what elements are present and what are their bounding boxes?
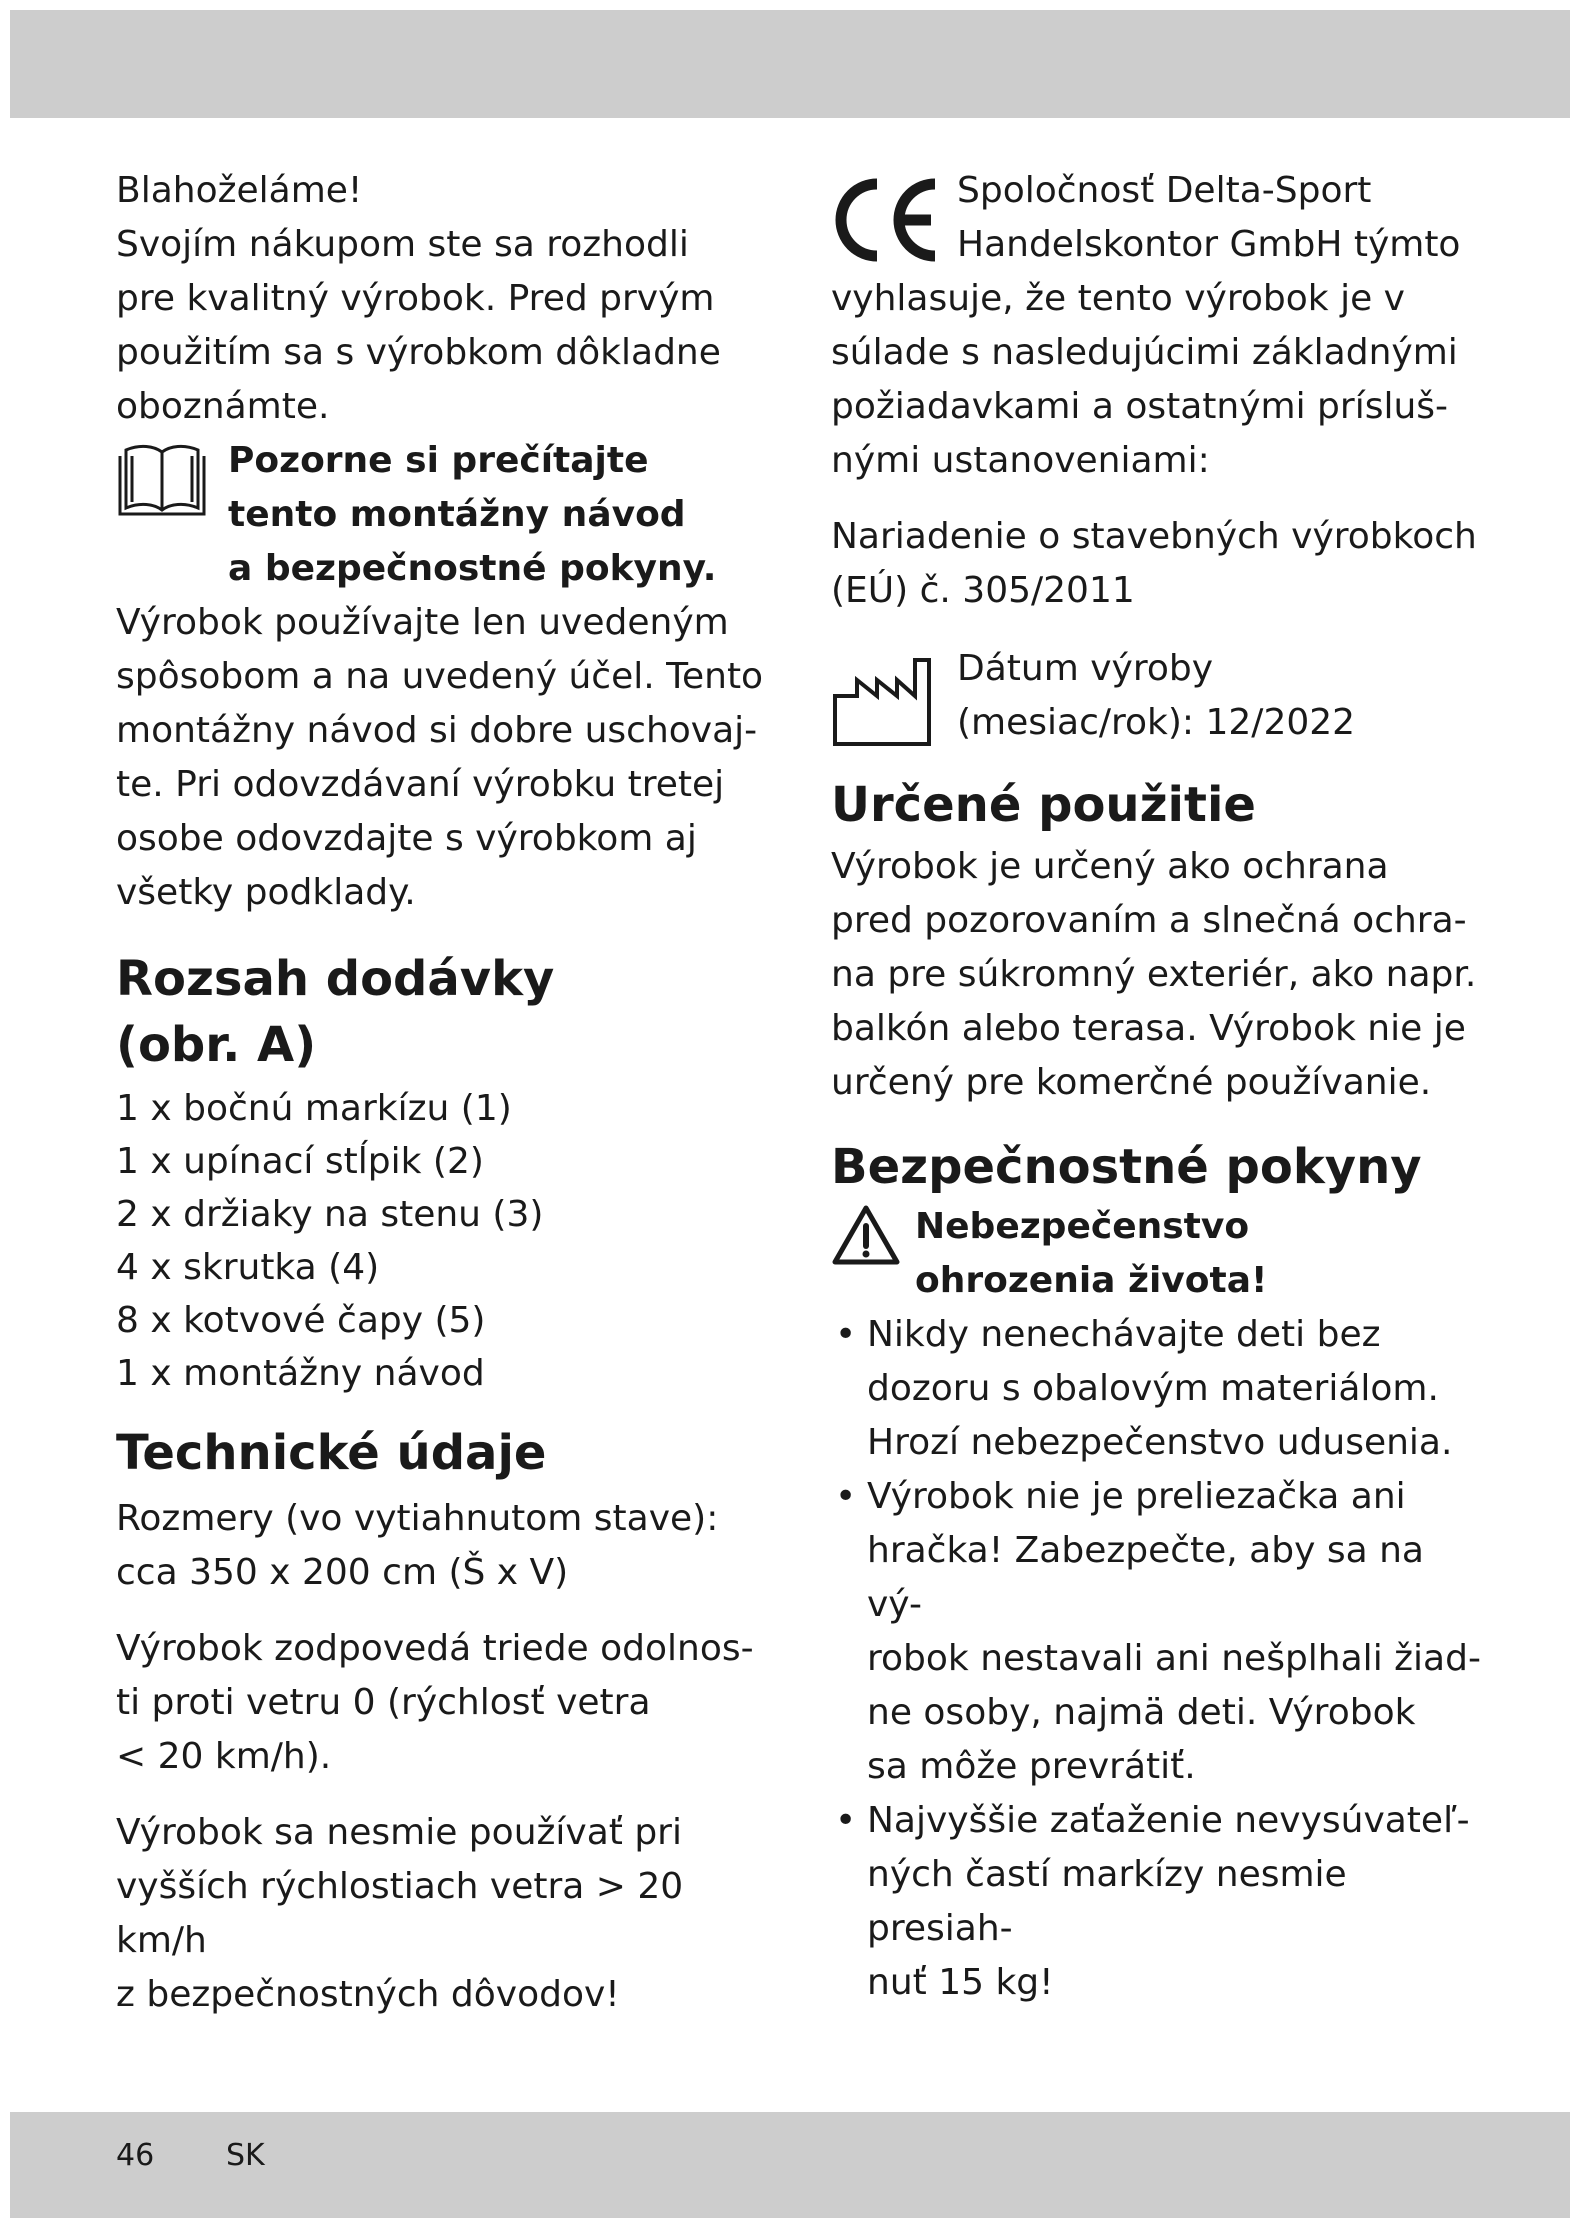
bullet-item [831,1470,1481,1794]
bullet-item [831,1794,1481,2010]
notice-line: a bezpečnostné pokyny. [228,548,717,589]
bullet-line: ných častí markízy nesmie presiah- [867,1854,1347,1949]
list-item: 4 x skrutka (4) [116,1247,380,1288]
list-item: 1 x upínací stĺpik (2) [116,1141,484,1182]
declaration-line: požiadavkami a ostatnými prísluš- [831,386,1449,427]
bullet-line: dozoru s obalovým materiálom. [867,1368,1439,1409]
right-column [831,164,1481,2010]
tech-line: cca 350 x 200 cm (Š x V) [116,1552,569,1593]
list-item: 8 x kotvové čapy (5) [116,1300,486,1341]
usage-note [116,596,766,920]
tech-line: vyšších rýchlostiach vetra > 20 km/h [116,1866,684,1961]
production-date [831,642,1481,750]
intro-line: použitím sa s výrobkom dôkladne [116,332,721,373]
notice-line: tento montážny návod [228,494,686,535]
tech-line: Výrobok zodpovedá triede odolnos- [116,1628,754,1669]
usage-line: Výrobok používajte len uvedeným [116,602,729,643]
bullet-line: sa môže prevrátiť. [867,1746,1196,1787]
tech-wind-limit [116,1806,766,2022]
tech-line: Rozmery (vo vytiahnutom stave): [116,1498,719,1539]
safety-heading: Bezpečnostné pokyny [831,1139,1422,1195]
declaration-text [831,272,1481,488]
scope-list [116,1082,766,1400]
usage-line: montážny návod si dobre uschovaj- [116,710,758,751]
intended-line: Výrobok je určený ako ochrana [831,846,1389,887]
danger-title-line: ohrozenia života! [915,1260,1268,1301]
scope-heading [116,946,766,1078]
declaration-line: súlade s nasledujúcimi základnými [831,332,1458,373]
tech-line: z bezpečnostných dôvodov! [116,1974,620,2015]
usage-line: všetky podklady. [116,872,416,913]
declaration-line: Spoločnosť Delta-Sport [957,170,1372,211]
safety-bullets [831,1308,1481,2010]
page-number: 46 [116,2138,155,2173]
tech-line: ti proti vetru 0 (rýchlosť vetra [116,1682,651,1723]
intro-line: oboznámte. [116,386,330,427]
production-date-line: (mesiac/rok): 12/2022 [957,702,1356,743]
bullet-line: robok nestavali ani nešplhali žiad- [867,1638,1481,1679]
intended-line: určený pre komerčné používanie. [831,1062,1432,1103]
regulation-line: Nariadenie o stavebných výrobkoch [831,516,1477,557]
intended-use-heading: Určené použitie [831,777,1256,833]
intended-line: balkón alebo terasa. Výrobok nie je [831,1008,1466,1049]
notice-line: Pozorne si prečítajte [228,440,649,481]
read-instructions-notice [116,434,766,596]
open-book-icon [116,442,208,536]
intro-line: Blahoželáme! [116,170,363,211]
ce-mark-icon [831,174,943,270]
bullet-line: ne osoby, najmä deti. Výrobok [867,1692,1416,1733]
declaration-line: vyhlasuje, že tento výrobok je v [831,278,1405,319]
left-column [116,164,766,2022]
header-band [10,10,1570,118]
heading-line: Rozsah dodávky [116,951,555,1007]
ce-declaration [831,164,1481,272]
language-code: SK [226,2138,265,2173]
tech-dimensions [116,1492,766,1600]
usage-line: te. Pri odovzdávaní výrobku tretej [116,764,725,805]
danger-title-line: Nebezpečenstvo [915,1206,1250,1247]
intro-text [116,164,766,434]
intended-line: na pre súkromný exteriér, ako napr. [831,954,1477,995]
list-item: 1 x bočnú markízu (1) [116,1088,512,1129]
declaration-line: Handelskontor GmbH týmto [957,224,1461,265]
intro-line: Svojím nákupom ste sa rozhodli [116,224,689,265]
list-item: 1 x montážny návod [116,1353,485,1394]
bullet-line: • Výrobok nie je preliezačka ani [867,1476,1406,1517]
bullet-line: • Najvyššie zaťaženie nevysúvateľ- [867,1800,1470,1841]
usage-line: spôsobom a na uvedený účel. Tento [116,656,764,697]
bullet-line: • Nikdy nenechávajte deti bez [867,1314,1381,1355]
bullet-line: hračka! Zabezpečte, aby sa na vý- [867,1530,1424,1625]
intended-line: pred pozorovaním a slnečná ochra- [831,900,1467,941]
intended-use-text [831,840,1481,1110]
regulation [831,510,1481,618]
heading-line: (obr. A) [116,1017,317,1073]
tech-heading: Technické údaje [116,1425,547,1481]
intro-line: pre kvalitný výrobok. Pred prvým [116,278,715,319]
bullet-line: Hrozí nebezpečenstvo udusenia. [867,1422,1453,1463]
declaration-line: nými ustanoveniami: [831,440,1210,481]
tech-line: < 20 km/h). [116,1736,332,1777]
tech-wind-class [116,1622,766,1784]
regulation-line: (EÚ) č. 305/2011 [831,570,1135,611]
tech-line: Výrobok sa nesmie používať pri [116,1812,682,1853]
bullet-item [831,1308,1481,1470]
danger-warning [831,1200,1481,1308]
warning-triangle-icon [831,1204,901,1282]
list-item: 2 x držiaky na stenu (3) [116,1194,544,1235]
usage-line: osobe odovzdajte s výrobkom aj [116,818,697,859]
bullet-line: nuť 15 kg! [867,1962,1054,2003]
production-date-line: Dátum výroby [957,648,1214,689]
manufacture-date-icon [831,656,935,752]
